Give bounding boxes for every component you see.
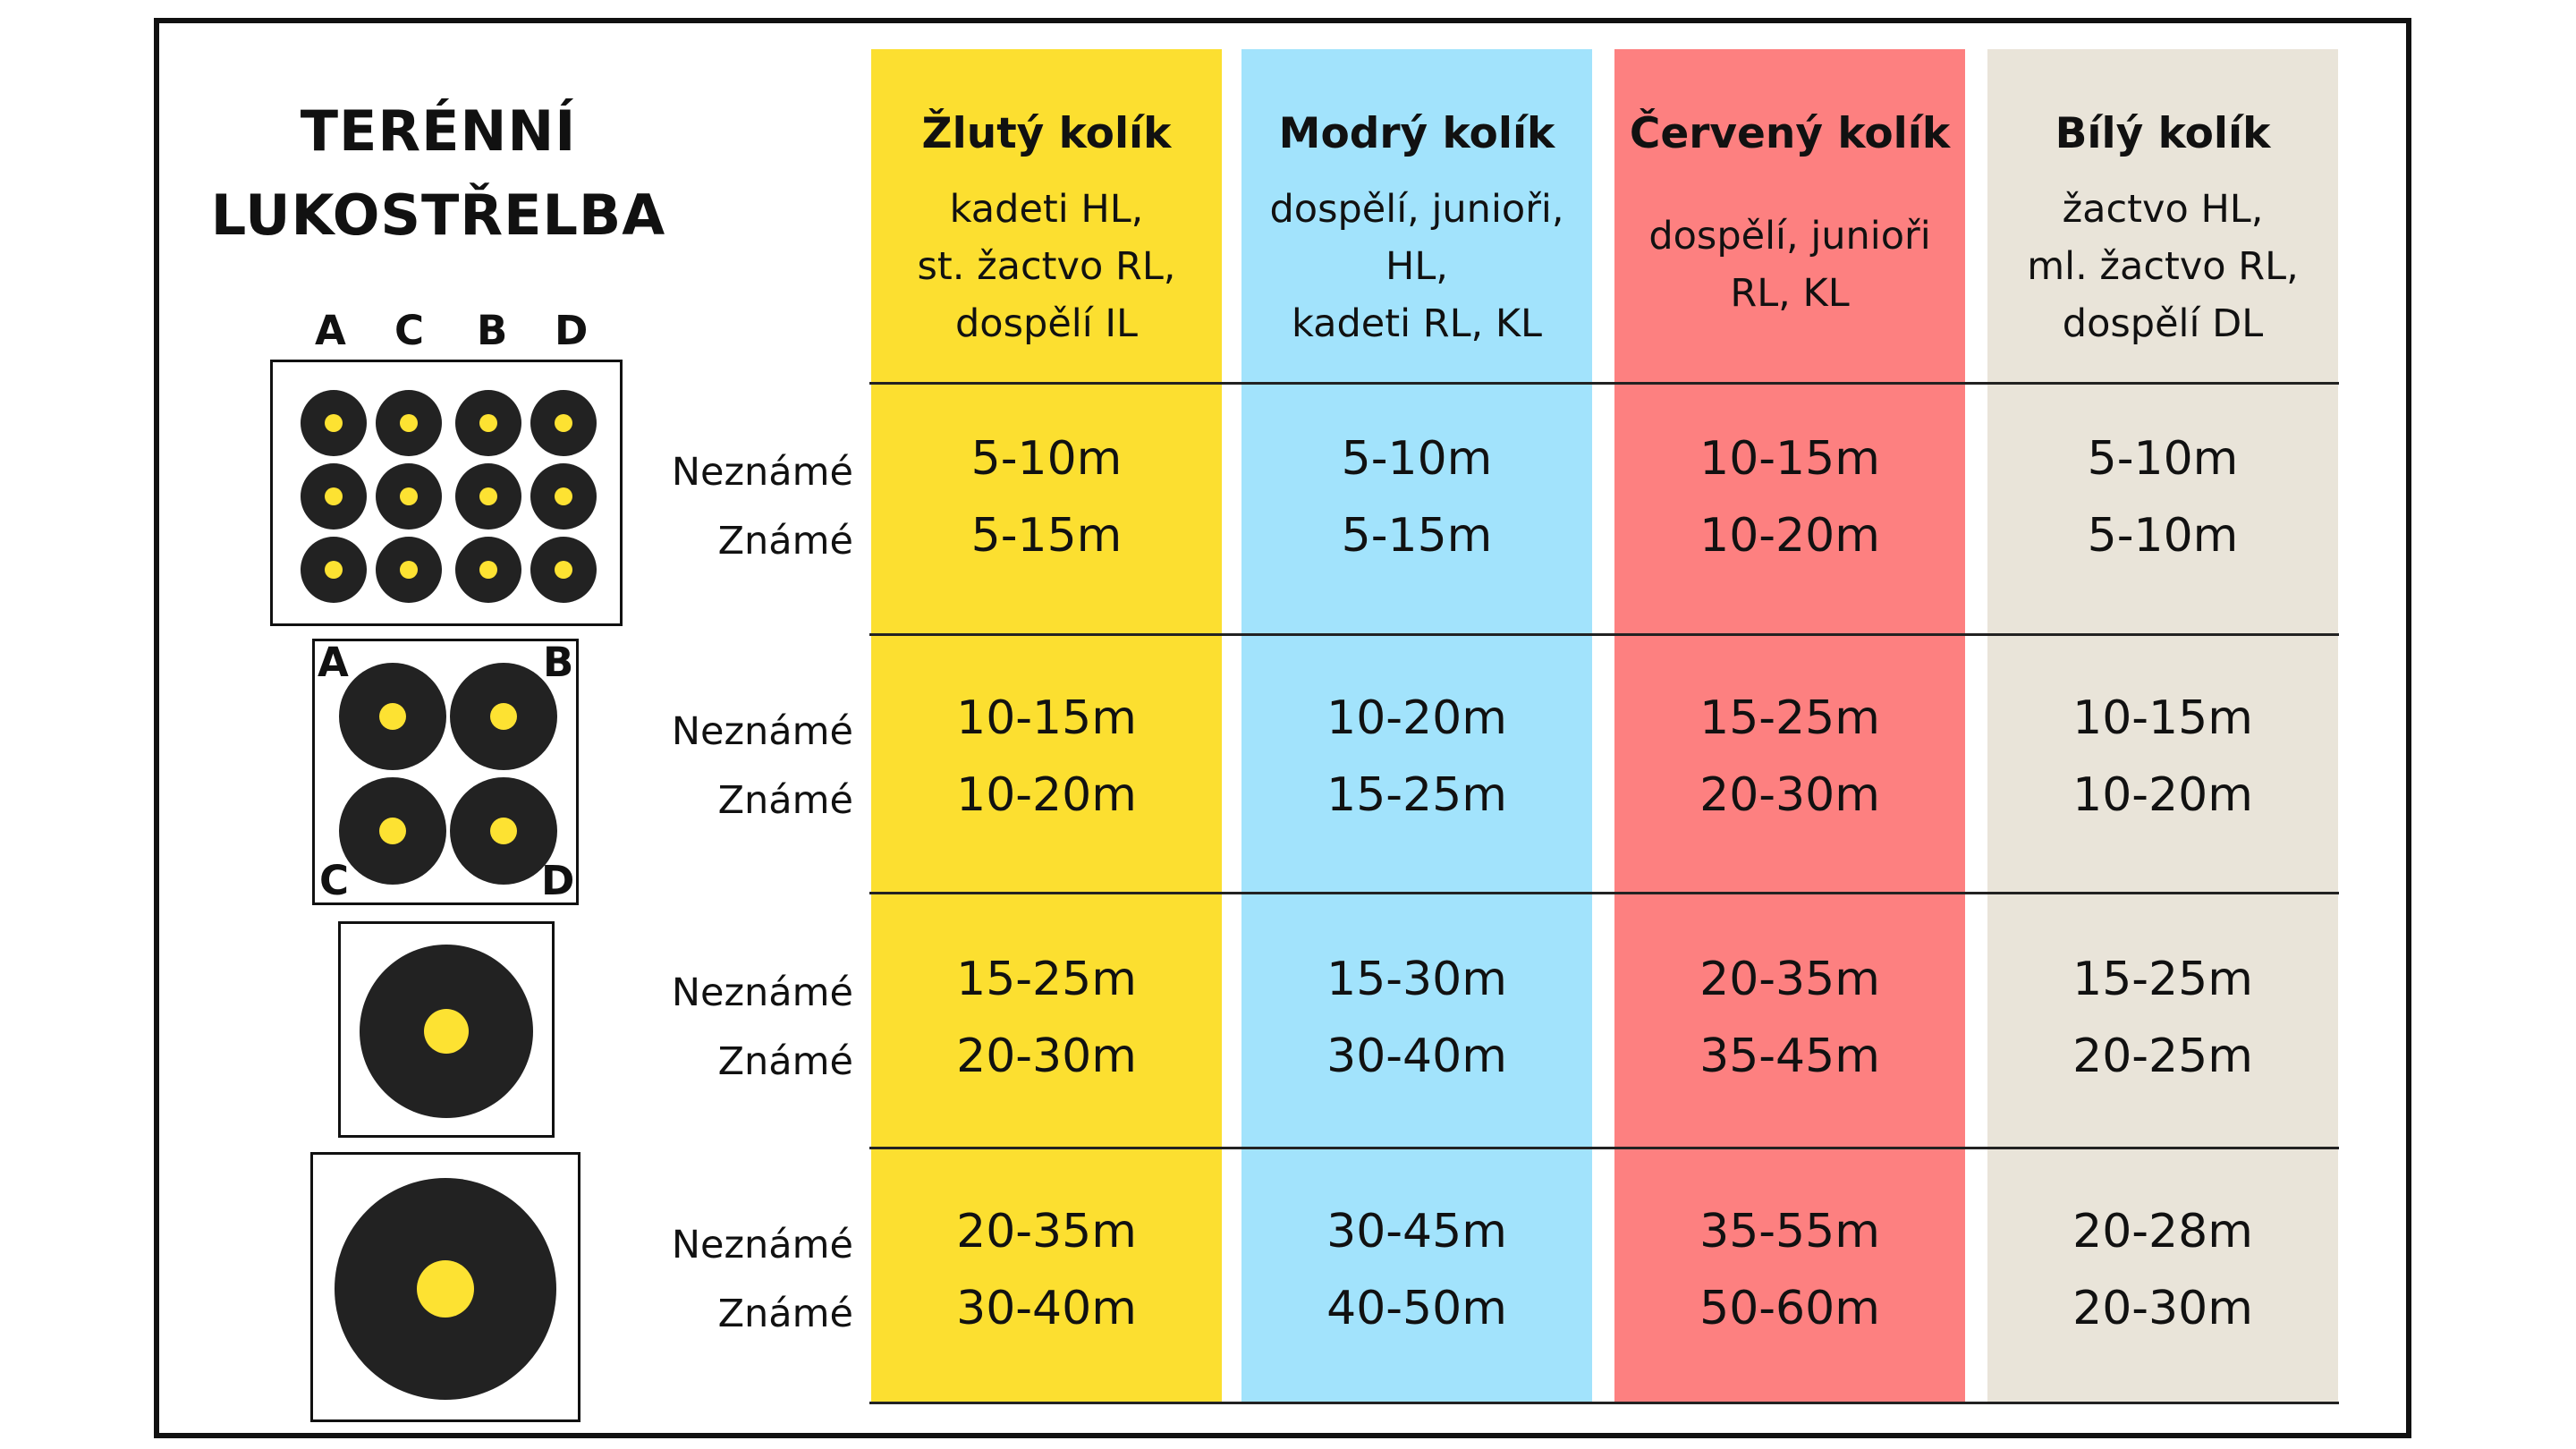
column-subtitle: dospělí, junioři, HL, kadeti RL, KL (1269, 187, 1564, 346)
distance-unknown: 15-25m (956, 953, 1137, 1006)
column-title: Modrý kolík (1278, 109, 1555, 158)
distance-unknown: 20-35m (956, 1205, 1137, 1258)
small-target (455, 463, 521, 530)
column-title: Žlutý kolík (921, 109, 1172, 158)
distance-unknown: 35-55m (1699, 1205, 1880, 1258)
medium-target (360, 945, 533, 1118)
target-face-large-drawing (313, 1155, 583, 1425)
distance-known: 20-30m (956, 1030, 1137, 1083)
distance-known: 20-30m (1699, 768, 1880, 822)
row-label-known: Známé (717, 1039, 853, 1084)
target-center-spot (400, 487, 418, 505)
target-letter: B (543, 639, 574, 686)
page-title-text: TERÉNNÍ LUKOSTŘELBA (210, 98, 666, 248)
row-label-known: Známé (717, 778, 853, 823)
target-letter: D (541, 857, 575, 904)
distance-known: 40-50m (1326, 1282, 1507, 1335)
target (339, 663, 446, 770)
small-target (530, 390, 597, 456)
target-center-spot (555, 487, 572, 505)
target (450, 663, 557, 770)
small-target (530, 463, 597, 530)
distance-unknown: 10-15m (2072, 691, 2253, 745)
target-letter: D (555, 307, 589, 354)
target-center-spot (400, 561, 418, 579)
target-letter: A (318, 639, 349, 686)
distance-unknown: 30-45m (1326, 1205, 1507, 1258)
column-header (1241, 49, 1592, 380)
distance-unknown: 5-10m (970, 432, 1123, 486)
distance-unknown: 20-28m (2072, 1205, 2253, 1258)
target-center-spot (379, 703, 406, 730)
column-header (871, 49, 1222, 380)
small-target (376, 390, 442, 456)
target-face-large (310, 1152, 580, 1422)
distance-known: 20-30m (2072, 1282, 2253, 1335)
distance-known: 15-25m (1326, 768, 1507, 822)
distance-unknown: 10-15m (956, 691, 1137, 745)
small-target (301, 463, 367, 530)
small-target (455, 390, 521, 456)
target-center-spot (400, 414, 418, 432)
page-title (170, 89, 707, 258)
distance-unknown: 20-35m (1699, 953, 1880, 1006)
column-subtitle: kadeti HL, st. žactvo RL, dospělí IL (917, 187, 1176, 346)
distance-known: 20-25m (2072, 1030, 2253, 1083)
column-header (1614, 49, 1965, 380)
small-target (376, 537, 442, 603)
distance-known: 5-10m (2087, 509, 2239, 563)
row-divider (869, 1147, 2339, 1149)
row-label-known: Známé (717, 519, 853, 564)
target-center-spot (490, 818, 517, 844)
target-letter: B (477, 307, 508, 354)
distance-unknown: 15-25m (2072, 953, 2253, 1006)
distance-unknown: 10-15m (1699, 432, 1880, 486)
target-center-spot (479, 414, 497, 432)
target-center-spot (417, 1260, 474, 1318)
row-divider (869, 892, 2339, 894)
target-face-medium-drawing (341, 924, 557, 1140)
row-divider (869, 382, 2339, 385)
column-subtitle: žactvo HL, ml. žactvo RL, dospělí DL (2027, 187, 2299, 346)
target-face-4 (312, 639, 579, 905)
distance-unknown: 5-10m (2087, 432, 2239, 486)
target-center-spot (555, 414, 572, 432)
small-target (530, 537, 597, 603)
target-center-spot (555, 561, 572, 579)
small-target (455, 537, 521, 603)
target-letter: C (394, 307, 425, 354)
large-target (335, 1178, 556, 1400)
target-center-spot (325, 487, 343, 505)
target-letter: C (319, 857, 350, 904)
distance-known: 50-60m (1699, 1282, 1880, 1335)
distance-known: 10-20m (2072, 768, 2253, 822)
row-label-unknown: Neznámé (671, 970, 853, 1015)
column-header (1987, 49, 2338, 380)
target-face-12-drawing (273, 362, 625, 629)
row-label-unknown: Neznámé (671, 1223, 853, 1267)
distance-known: 5-15m (1341, 509, 1493, 563)
small-target (301, 390, 367, 456)
target-center-spot (490, 703, 517, 730)
row-label-unknown: Neznámé (671, 709, 853, 754)
target-center-spot (379, 818, 406, 844)
small-target (301, 537, 367, 603)
distance-known: 35-45m (1699, 1030, 1880, 1083)
target-center-spot (479, 487, 497, 505)
target-face-medium (338, 921, 555, 1138)
column-title: Červený kolík (1629, 109, 1951, 158)
distance-known: 5-15m (970, 509, 1123, 563)
target-letter: A (315, 307, 346, 354)
distance-unknown: 5-10m (1341, 432, 1493, 486)
target-center-spot (325, 414, 343, 432)
distance-known: 30-40m (956, 1282, 1137, 1335)
row-divider (869, 633, 2339, 636)
distance-known: 10-20m (956, 768, 1137, 822)
distance-unknown: 10-20m (1326, 691, 1507, 745)
distance-known: 30-40m (1326, 1030, 1507, 1083)
target-center-spot (424, 1009, 469, 1054)
column-subtitle: dospělí, junioři RL, KL (1648, 214, 1931, 316)
distance-unknown: 15-25m (1699, 691, 1880, 745)
row-label-known: Známé (717, 1292, 853, 1336)
target (339, 777, 446, 885)
target-face-12 (270, 360, 623, 626)
target-center-spot (479, 561, 497, 579)
small-target (376, 463, 442, 530)
target-center-spot (325, 561, 343, 579)
distance-unknown: 15-30m (1326, 953, 1507, 1006)
row-label-unknown: Neznámé (671, 450, 853, 495)
distance-known: 10-20m (1699, 509, 1880, 563)
column-title: Bílý kolík (2055, 109, 2271, 158)
row-divider (869, 1402, 2339, 1404)
